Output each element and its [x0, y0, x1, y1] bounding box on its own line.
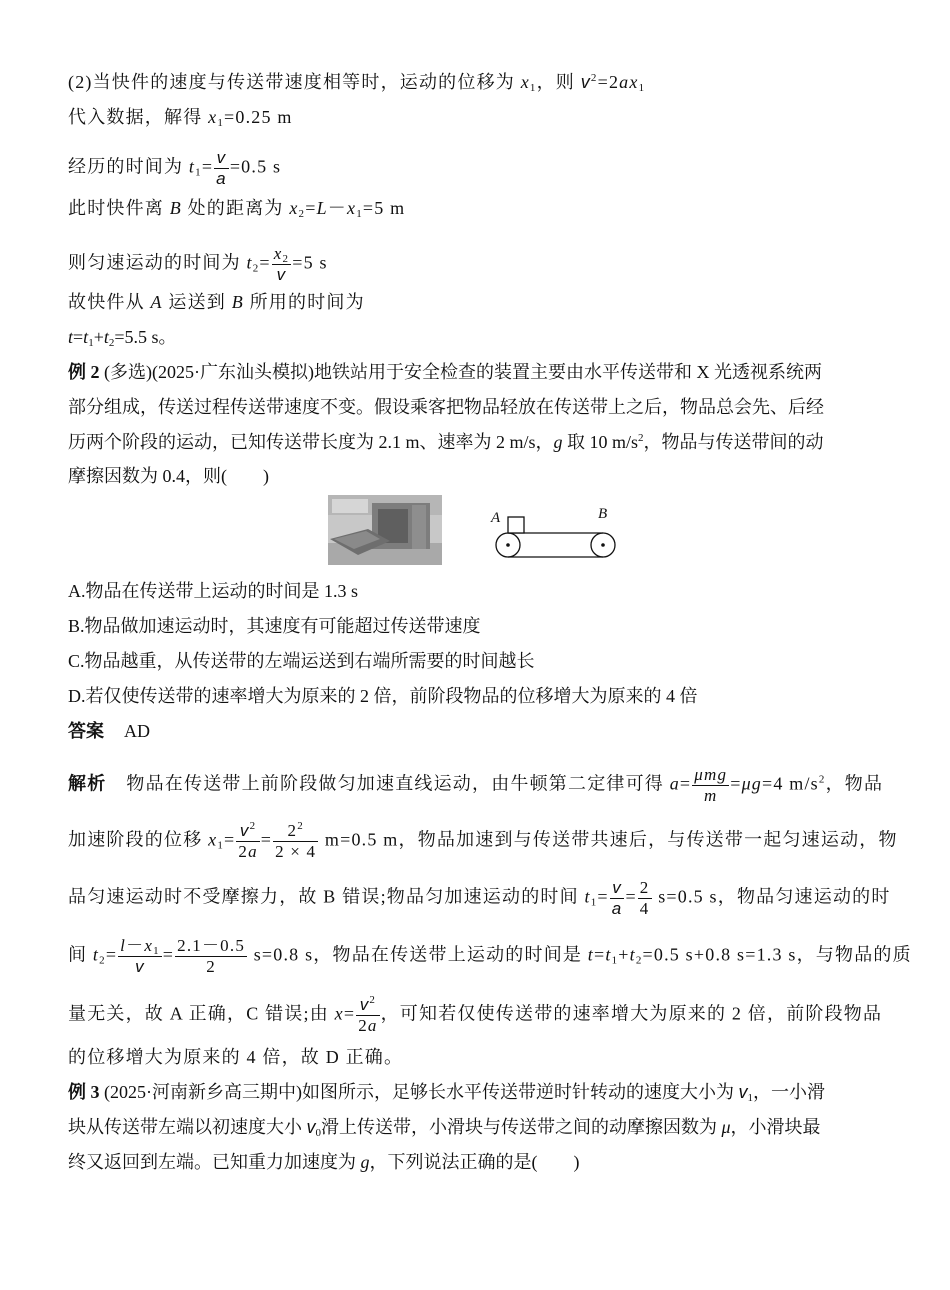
example3-stem-line-2: 块从传送带左端以初速度大小 $v_0$滑上传送带，小滑块与传送带之间的动摩擦因数为 μ，小滑块最	[68, 1117, 821, 1139]
analysis-line-3: 品匀速运动时不受摩擦力，故 B 错误;物品匀加速运动的时间 $t_1=$ $\frac{v}{a}$ = $\frac{2}{4}$ s=0.5 s，物品匀速运动的时	[68, 878, 891, 918]
option-a: A.物品在传送带上运动的时间是 1.3 s	[68, 581, 359, 601]
solution-line-6: 故快件从 A 运送到 B 所用的时间为	[68, 292, 365, 312]
analysis-line-5: 量无关，故 A 正确，C 错误;由 x= $\frac{v^2}{2a}$ ，可知若仅使传送带的速率增大为原来的 2 倍，前阶段物品	[68, 994, 883, 1035]
answer-label: 答案	[68, 721, 104, 741]
analysis-line-6: 的位移增大为原来的 4 倍，故 D 正确。	[68, 1047, 404, 1067]
analysis-line-2: 加速阶段的位移 $x_1=$ $\frac{v^2}{2a}$ = $\frac{2^2}{2 \times 4}$ m=0.5 m，物品加速到与传送带共速后，与传送带一起匀速运动，物	[68, 820, 898, 861]
answer-value: AD	[124, 721, 150, 741]
solution-line-2: 代入数据，解得 $x_1=0.25$ m	[68, 107, 293, 129]
fraction-x2-over-v: $\frac{x_2}{v}$	[273, 244, 290, 284]
analysis-line-1: 解析 物品在传送带上前阶段做匀加速直线运动，由牛顿第二定律可得 a= $\frac{\text{μmg}}{m}$ =μg=4 $m/s^2$，物品	[68, 765, 884, 805]
example3-stem-line-1: 例 3 (2025·河南新乡高三期中)如图所示，足够长水平传送带逆时针转动的速度大小为 $v_1$，一小滑	[68, 1082, 825, 1104]
conveyor-belt-diagram	[488, 506, 620, 568]
example3-stem-line-3: 终又返回到左端。已知重力加速度为 g，下列说法正确的是( )	[68, 1152, 580, 1172]
solution-line-1: (2)当快件的速度与传送带速度相等时，运动的位移为 $x_1$，则 $v^2=2ax_1$	[68, 72, 646, 94]
option-c: C.物品越重，从传送带的左端运送到右端所需要的时间越长	[68, 651, 535, 671]
fraction-v-over-a: $\frac{v}{a}$	[216, 148, 227, 188]
example2-stem-line-1: 例 2 (多选)(2025·广东汕头模拟)地铁站用于安全检查的装置主要由水平传送带和 X 光透视系统两	[68, 362, 822, 382]
answer-line	[68, 719, 150, 743]
solution-line-7: $t=t_1+t_2=5.5$ s。	[68, 327, 177, 349]
solution-line-5: 则匀速运动的时间为 $t_2=$ $\frac{x_2}{v}$ =5 s	[68, 244, 328, 284]
solution-line-4: 此时快件离 B 处的距离为 $x_2=L-x_1=5$ m	[68, 198, 406, 220]
point-a-label: A	[491, 510, 501, 526]
example2-stem-line-4: 摩擦因数为 0.4，则( )	[68, 466, 269, 486]
analysis-line-4: 间 $t_2=$ $\frac{l-x_1}{v}$ = $\frac{2.1-0.5}{2}$ s=0.8 s，物品在传送带上运动的时间是 $t=t_1+t_2=0.5$ s+0.8 s=1.3 s，与物品的质	[68, 936, 912, 976]
solution-line-3: 经历的时间为 $t_1=$ $\frac{v}{a}$ =0.5 s	[68, 148, 282, 188]
scanner-photo-graphic	[328, 495, 442, 565]
example2-stem-line-2: 部分组成，传送过程传送带速度不变。假设乘客把物品轻放在传送带上之后，物品总会先、后经	[68, 397, 824, 417]
point-b-label: B	[598, 506, 608, 522]
example2-stem-line-3: 历两个阶段的运动，已知传送带长度为 2.1 m、速率为 2 m/s，g 取 10 $m/s^2$，物品与传送带间的动	[68, 432, 824, 452]
option-d: D.若仅使传送带的速率增大为原来的 2 倍，前阶段物品的位移增大为原来的 4 倍	[68, 686, 698, 706]
option-b: B.物品做加速运动时，其速度有可能超过传送带速度	[68, 616, 481, 636]
security-scanner-photo	[328, 495, 442, 565]
